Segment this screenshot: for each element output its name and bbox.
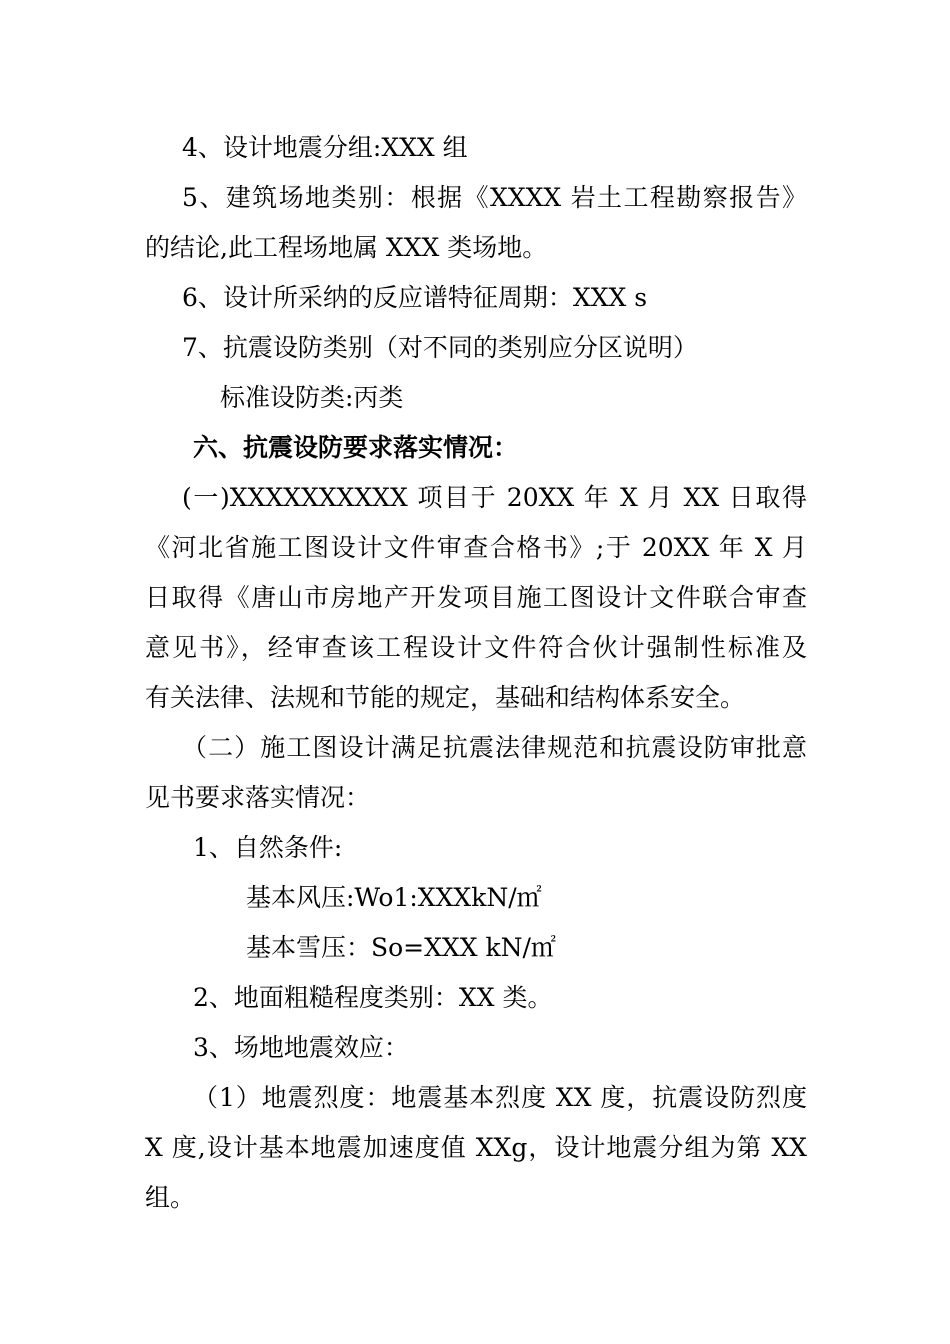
item-site-seismic-effect: 3、场地地震效应：	[193, 1033, 409, 1062]
item-snow-pressure: 基本雪压：So=XXX kN/㎡	[246, 933, 556, 962]
para-one-line-5: 有关法律、法规和节能的规定，基础和结构体系安全。	[145, 683, 746, 712]
item-spectrum-period: 6、设计所采纳的反应谱特征周期：XXX s	[182, 283, 648, 312]
para-two-line-2: 见书要求落实情况：	[145, 783, 371, 812]
item-standard-category: 标准设防类:丙类	[220, 383, 404, 412]
item-ground-roughness: 2、地面粗糙程度类别：XX 类。	[193, 983, 553, 1012]
item-wind-pressure: 基本风压:Wo1:XXXkN/㎡	[246, 883, 542, 912]
item-site-category-cont: 的结论,此工程场地属 XXX 类场地。	[145, 233, 548, 262]
para-intensity-line-2: X 度,设计基本地震加速度值 XXg，设计地震分组为第 XX	[145, 1133, 807, 1162]
item-fortification-category: 7、抗震设防类别（对不同的类别应分区说明）	[182, 333, 698, 362]
para-one-line-3: 日取得《唐山市房地产开发项目施工图设计文件联合审查	[145, 583, 807, 612]
item-seismic-group: 4、设计地震分组:XXX 组	[182, 133, 468, 162]
para-one-line-1: (一)XXXXXXXXXX 项目于 20XX 年 X 月 XX 日取得	[182, 483, 807, 512]
para-intensity-line-3: 组。	[145, 1183, 196, 1212]
para-one-line-4: 意见书》，经审查该工程设计文件符合伙计强制性标准及	[145, 633, 807, 662]
para-two-line-1: （二）施工图设计满足抗震法律规范和抗震设防审批意	[182, 733, 807, 762]
item-natural-conditions: 1、自然条件:	[193, 833, 343, 862]
section-heading-six: 六、抗震设防要求落实情况：	[193, 433, 519, 462]
para-one-line-2: 《河北省施工图设计文件审查合格书》;于 20XX 年 X 月	[145, 533, 807, 562]
item-site-category: 5、建筑场地类别：根据《XXXX 岩土工程勘察报告》	[182, 183, 807, 212]
para-intensity-line-1: （1）地震烈度：地震基本烈度 XX 度，抗震设防烈度	[193, 1083, 807, 1112]
